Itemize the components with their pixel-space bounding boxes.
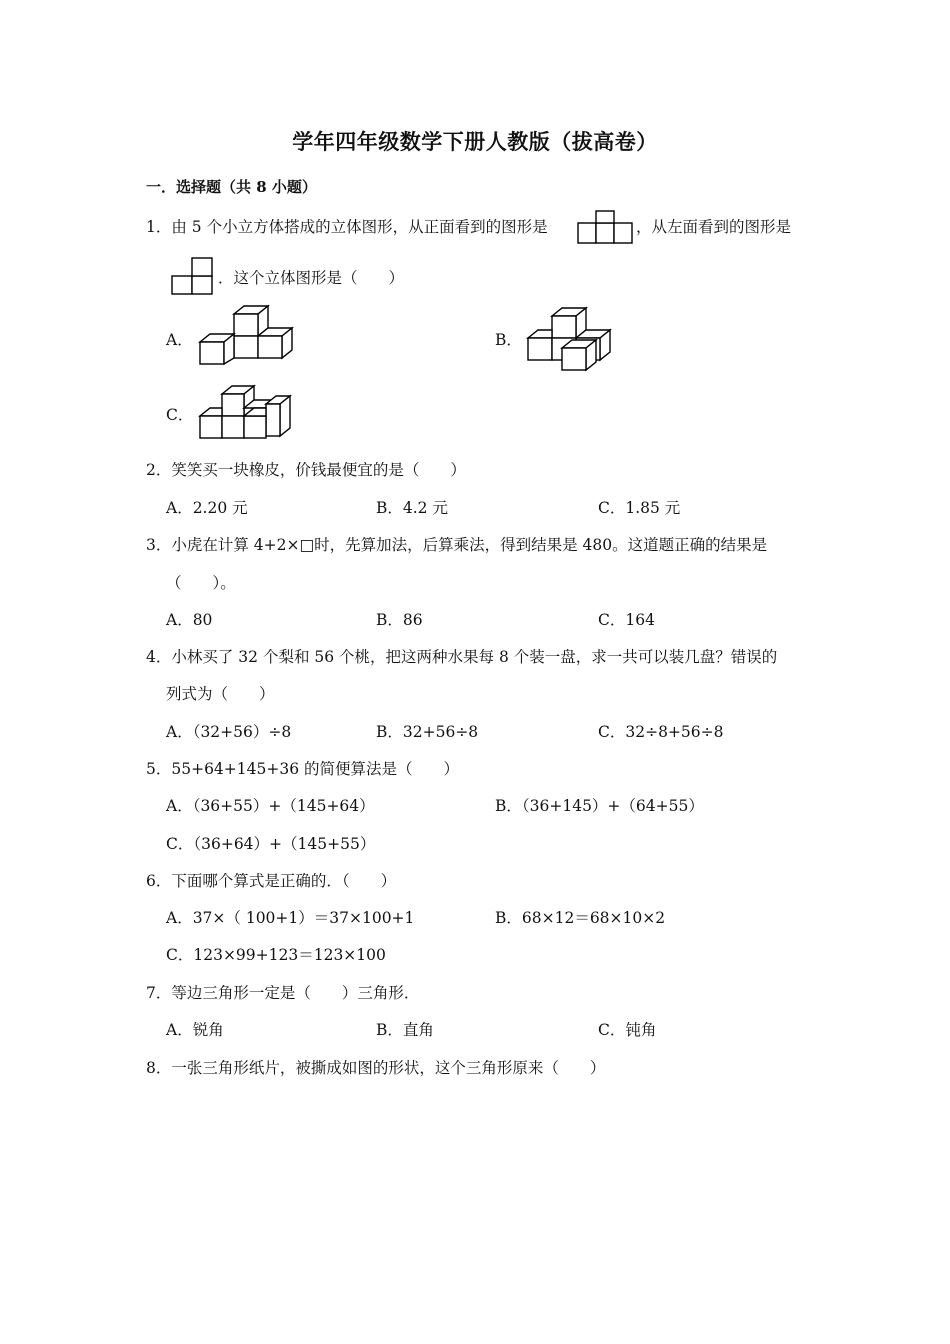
question-1-stem-part-3: ．这个立体图形是（ ） [218,269,405,287]
question-4-option-a: A．（32+56）÷8 [166,723,292,741]
question-2-stem: 2．笑笑买一块橡皮，价钱最便宜的是（ ） [146,461,466,479]
question-6-option-b: B．68×12＝68×10×2 [495,909,666,927]
question-8-stem: 8．一张三角形纸片，被撕成如图的形状，这个三角形原来（ ） [146,1059,606,1077]
option-c-cube-figure [196,384,296,446]
question-1-option-c: C． [166,406,194,424]
question-2-option-a: A．2.20 元 [166,499,248,517]
question-3-stem: 3．小虎在计算 4+2×□时，先算加法，后算乘法，得到结果是 480。这道题正确的结果是 [146,536,768,554]
question-5-option-b: B．（36+145）+（64+55） [495,797,704,815]
question-2-option-c: C．1.85 元 [598,499,681,517]
left-view-figure [168,257,216,297]
option-a-cube-figure [196,304,296,370]
question-1-stem-part-2: ，从左面看到的图形是 [636,218,792,236]
question-3-option-b: B．86 [376,611,423,629]
question-7-option-c: C．钝角 [598,1021,657,1039]
question-6-option-c: C．123×99+123＝123×100 [166,946,386,964]
question-3-stem-continued: （ ）。 [166,574,236,592]
question-7-stem: 7．等边三角形一定是（ ）三角形． [146,984,420,1002]
front-view-figure [576,210,636,246]
question-1-option-b: B． [495,331,522,349]
question-4-option-b: B．32+56÷8 [376,723,479,741]
question-5-stem: 5．55+64+145+36 的简便算法是（ ） [146,760,460,778]
section-heading: 一．选择题（共 8 小题） [146,178,317,196]
question-6-option-a: A．37×（ 100+1）＝37×100+1 [166,909,415,927]
question-2-option-b: B．4.2 元 [376,499,448,517]
question-3-option-a: A．80 [166,611,213,629]
question-5-option-a: A．（36+55）+（145+64） [166,797,375,815]
question-1-stem-part-1: 1．由 5 个小立方体搭成的立体图形，从正面看到的图形是 [146,218,548,236]
question-4-option-c: C．32÷8+56÷8 [598,723,724,741]
question-6-stem: 6．下面哪个算式是正确的．（ ） [146,872,397,890]
question-4-stem-continued: 列式为（ ） [166,685,275,703]
question-4-stem: 4．小林买了 32 个梨和 56 个桃，把这两种水果每 8 个装一盘，求一共可以装几盘？错误的 [146,648,778,666]
question-7-option-b: B．直角 [376,1021,434,1039]
question-7-option-a: A．锐角 [166,1021,224,1039]
question-5-option-c: C．（36+64）+（145+55） [166,835,376,853]
question-3-option-c: C．164 [598,611,655,629]
option-b-cube-figure [524,304,620,374]
question-1-option-a: A． [166,331,193,349]
page-title: 学年四年级数学下册人教版（拔高卷） [292,129,658,154]
